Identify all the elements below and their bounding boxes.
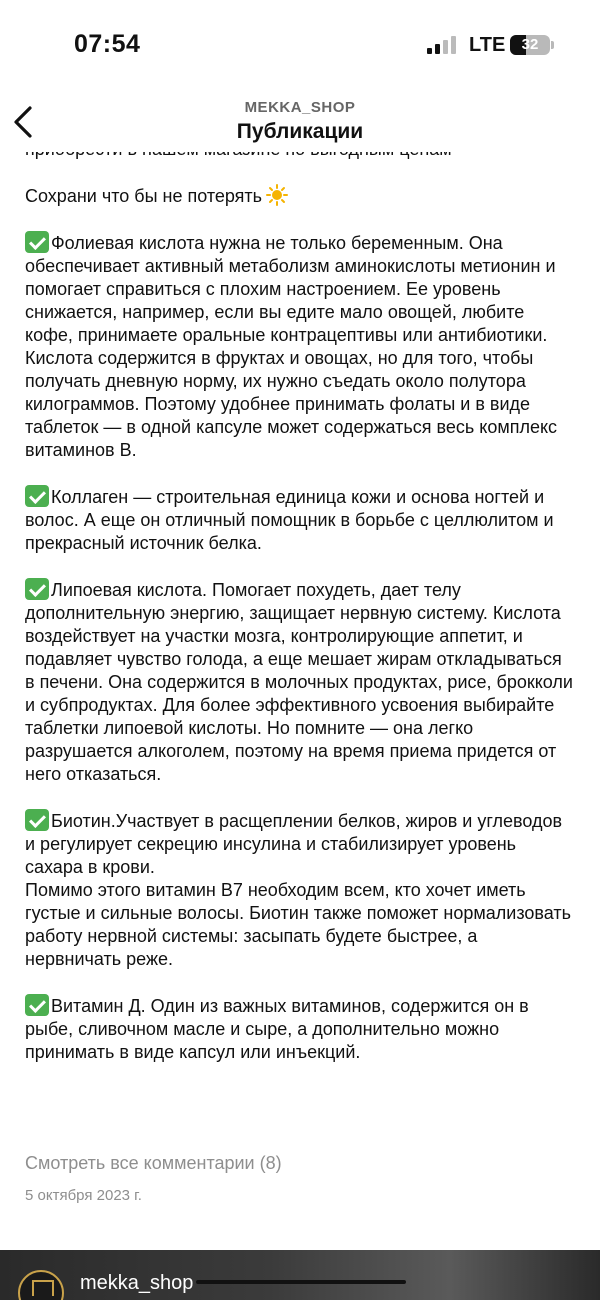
nav-account-name: MEKKA_SHOP bbox=[244, 99, 356, 116]
next-post-preview[interactable] bbox=[0, 1250, 600, 1300]
check-mark-icon bbox=[25, 485, 49, 507]
paragraph-text: Биотин.Участвует в расщеплении белков, жиров и углеводов и регулирует секрецию инсулина и стабилизирует уровень сахара в крови. Помимо этого витамин В7 необходим всем, кто хочет иметь густые и сильные волосы. Биотин также поможет нормализовать работу нервной системы: засыпать будете быстрее, а нервничать реже. bbox=[25, 811, 571, 969]
post-date: 5 октября 2023 г. bbox=[25, 1187, 142, 1204]
paragraph-text: Липоевая кислота. Помогает похудеть, дает телу дополнительную энергию, защищает нервную систему. Кислота воздействует на участки мозга, контролирующие аппетит, и подавляет чувство голода, а еще мешает жирам откладываться в печени. Она содержится в молочных продуктах, рисе, брокколи и субпродуктах. Для более эффективного усвоения выбирайте таблетки липоевой кислоты. Но помните — она легко разрушается алкоголем, поэтому на время приема придется от него отказаться. bbox=[25, 580, 573, 784]
paragraph-text: Витамин Д. Один из важных витаминов, содержится он в рыбе, сливочном масле и сыре, а дополнительно можно принимать в виде капсул или инъекций. bbox=[25, 996, 529, 1062]
check-mark-icon bbox=[25, 994, 49, 1016]
network-type: LTE bbox=[469, 34, 506, 56]
next-post-username[interactable]: mekka_shop bbox=[80, 1272, 194, 1294]
progress-bar bbox=[196, 1280, 406, 1284]
caption-paragraph-vitamin-d bbox=[25, 994, 575, 1064]
battery-tip bbox=[551, 41, 554, 49]
caption-paragraph-folic bbox=[25, 231, 575, 462]
save-note-text: Сохрани что бы не потерять bbox=[25, 186, 263, 206]
nav-bar bbox=[0, 90, 600, 152]
avatar[interactable] bbox=[18, 1270, 64, 1300]
caption-save-note bbox=[25, 184, 575, 208]
post-caption bbox=[25, 138, 575, 1087]
view-all-comments-link[interactable]: Смотреть все комментарии (8) bbox=[25, 1153, 282, 1173]
status-bar bbox=[0, 0, 600, 90]
sun-icon bbox=[266, 184, 288, 206]
battery-level: 32 bbox=[521, 36, 539, 53]
paragraph-text: Фолиевая кислота нужна не только беременным. Она обеспечивает активный метаболизм аминокислоты метионин и помогает справиться с плохим настроением. Ее уровень снижается, например, если вы едите мало овощей, любите кофе, принимаете оральные контрацептивы или антибиотики. Кислота содержится в фруктах и овощах, но для того, чтобы получать дневную норму, их нужно съедать около полутора килограммов. Поэтому удобнее принимать фолаты и в виде таблеток — в одной капсуле может содержаться весь комплекс витаминов В. bbox=[25, 233, 558, 460]
check-mark-icon bbox=[25, 231, 49, 253]
signal-strength-icon bbox=[427, 36, 461, 54]
caption-paragraph-lipoic bbox=[25, 578, 575, 786]
check-mark-icon bbox=[25, 578, 49, 600]
page-title: Публикации bbox=[236, 120, 364, 143]
caption-paragraph-biotin bbox=[25, 809, 575, 971]
battery-icon bbox=[510, 35, 550, 55]
status-time: 07:54 bbox=[74, 30, 141, 58]
check-mark-icon bbox=[25, 809, 49, 831]
caption-paragraph-collagen bbox=[25, 485, 575, 555]
paragraph-text: Коллаген — строительная единица кожи и основа ногтей и волос. А еще он отличный помощник в борьбе с целлюлитом и прекрасный источник белка. bbox=[25, 487, 554, 553]
